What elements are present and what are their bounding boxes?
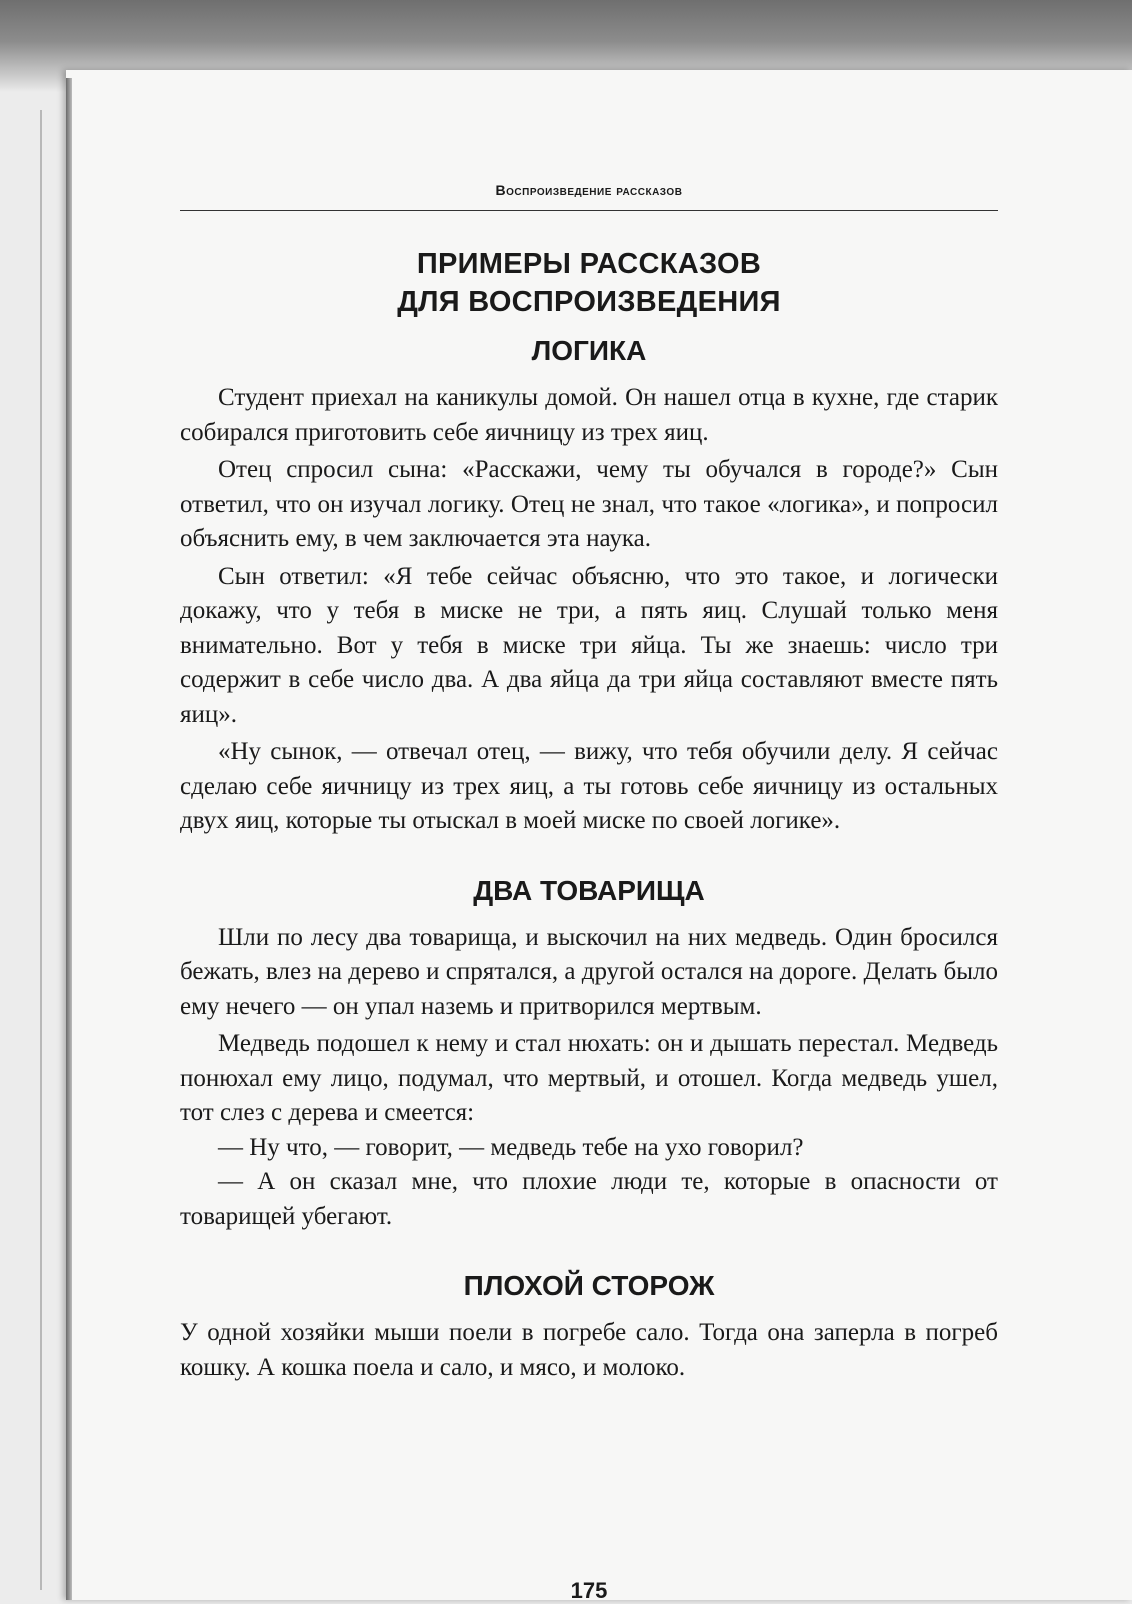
chapter-title-line-2: ДЛЯ ВОСПРОИЗВЕДЕНИЯ	[397, 286, 781, 318]
story-paragraph: Студент приехал на каникулы домой. Он нашел отца в кухне, где старик собирался приготовить себе яичницу из трех яиц.	[180, 384, 998, 446]
story-paragraph: Медведь подошел к нему и стал нюхать: он и дышать перестал. Медведь понюхал ему лицо, подумал, что мертвый, и отошел. Когда медведь ушел, тот слез с дерева и смеется:	[180, 1030, 998, 1126]
chapter-title	[180, 245, 998, 321]
story-title-two-comrades: ДВА ТОВАРИЩА	[473, 874, 705, 906]
page-spine-shadow	[66, 78, 72, 1600]
story-paragraph: Шли по лесу два товарища, и выскочил на них медведь. Один бросился бежать, влез на дерево и спрятался, а другой остался на дороге. Делать было ему нечего — он упал наземь и притворился мертвым.	[180, 923, 998, 1020]
story-paragraph: У одной хозяйки мыши поели в погребе сало. Тогда она заперла в погреб кошку. А кошка поела и сало, и мясо, и молоко.	[180, 1319, 998, 1381]
chapter-title-line-1: ПРИМЕРЫ РАССКАЗОВ	[416, 248, 762, 280]
running-head-rule	[180, 210, 998, 211]
running-head: Воспроизведение рассказов	[495, 182, 683, 198]
page-number: 175	[570, 1578, 608, 1603]
story-title-logic: ЛОГИКА	[531, 335, 647, 366]
story-paragraph: Отец спросил сына: «Расскажи, чему ты обучался в городе?» Сын ответил, что он изучал логику. Отец не знал, что такое «логика», и попросил объяснить ему, в чем заключается эта наука.	[180, 456, 998, 552]
story-paragraph: — А он сказал мне, что плохие люди те, которые в опасности от товарищей убегают.	[180, 1168, 998, 1230]
story-paragraph: «Ну сынок, — отвечал отец, — вижу, что тебя обучили делу. Я сейчас сделаю себе яичницу из трех яиц, а ты готовь себе яичницу из остальных двух яиц, которые ты отыскал в моей миске по своей логике».	[180, 738, 998, 834]
story-title-bad-guard: ПЛОХОЙ СТОРОЖ	[463, 1270, 715, 1301]
binding-edge-line	[40, 110, 42, 1590]
page-content	[180, 245, 998, 1385]
story-paragraph: Сын ответил: «Я тебе сейчас объясню, что это такое, и логически докажу, что у тебя в миске не три, а пять яиц. Слушай только меня внимательно. Вот у тебя в миске три яйца. Ты же знаешь: число три содержит в себе число два. А два яйца да три яйца составляют вместе пять яиц».	[180, 562, 998, 728]
story-paragraph: — Ну что, — говорит, — медведь тебе на ухо говорил?	[218, 1133, 804, 1161]
